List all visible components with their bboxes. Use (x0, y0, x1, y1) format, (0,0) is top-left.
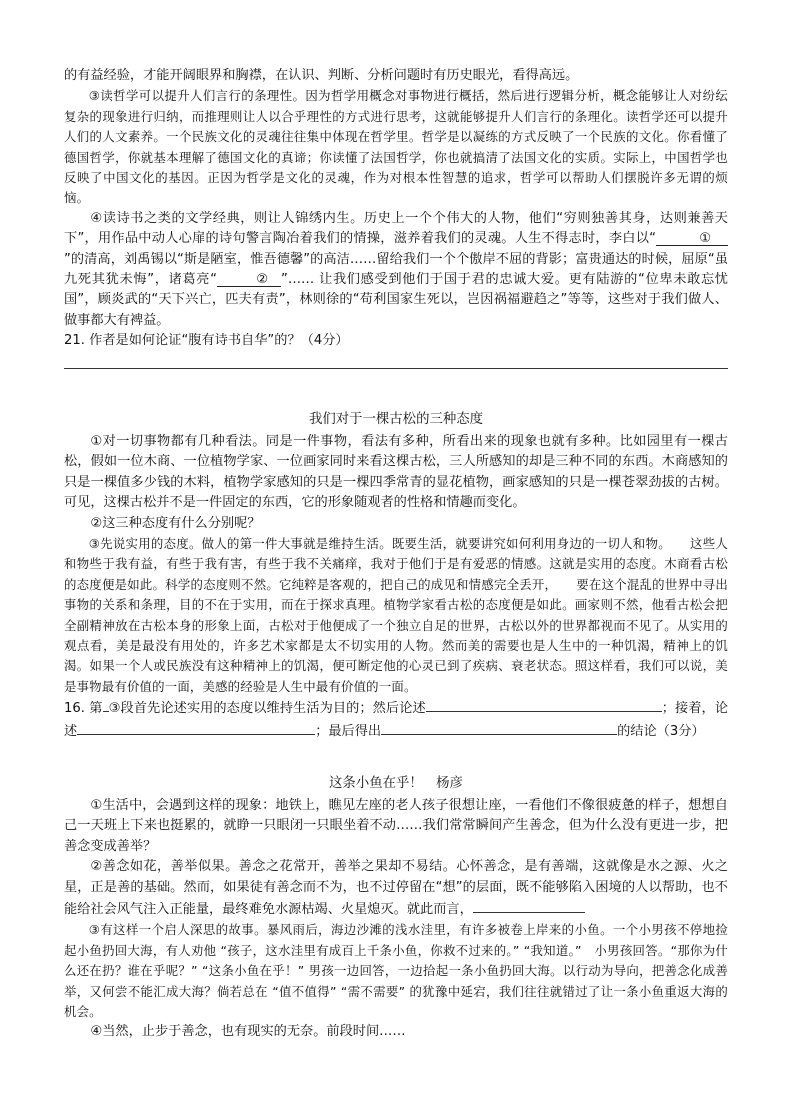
paragraph-4-part-c: ”…… 让我们感受到他们于国于君的忠诚大爱。更有陆游的“位卑未敢忘忧国”，顾炎武的“天下兴亡，匹夫有责”，林则徐的“苟利国家生死以，岂因祸福避趋之”等等，这些对于我们做人、做事都大有裨益。 (64, 272, 728, 328)
question-16-part-e: 的结论（3分） (617, 723, 705, 739)
question-16-part-d: ；最后得出 (315, 723, 382, 739)
paragraph-1: ①生活中，会遇到这样的现象：地铁上，瞧见左座的老人孩子很想让座，一看他们不像很疲惫的样子，想想自己一天班上下来也挺累的，就睁一只眼闭一只眼坐着不动……我们常常瞬间产生善念，但为什么没有更进一步，把善念变成善举？ (64, 798, 728, 854)
answer-blank-2[interactable] (77, 720, 315, 735)
question-16 (64, 697, 728, 742)
question-16-part-a: 16. 第 (64, 701, 103, 717)
question-21: 21. 作者是如何论证“腹有诗书自华”的？（4分） (64, 333, 349, 349)
paragraph-1: ①对一切事物都有几种看法。同是一件事物，看法有多种，所看出来的现象也就有多种。比如园里有一棵古松，假如一位木商、一位植物学家、一位画家同时来看这棵古松，三人所感知的却是三种不同的东西。木商感知的只是一棵值多少钱的木料，植物学家感知的只是一棵四季常青的显花植物，画家感知的只是一棵苍翠劲拔的古树。可见，这棵古松并不是一件固定的东西，它的形象随观者的性格和情趣而变化。 (64, 434, 728, 511)
paragraph-4-part-b: ”的清高，刘禹锡以“斯是陋室，惟吾德馨”的高洁……留给我们一个个傲岸不屈的背影；富贵通达的时候，屈原“虽九死其犹未悔”，诸葛亮“ (64, 251, 728, 288)
reading-passage-philosophy (64, 66, 728, 352)
paragraph-3: ③先说实用的态度。做人的第一件大事就是维持生活。既要生活，就要讲究如何利用身边的一切人和物。 这些人和物些于我有益，有些于我有害，有些于我不关痛痒，我对于他们于是有爱恶的情感。这就是实用的态度。木商看古松的态度便是如此。科学的态度则不然。它纯粹是客观的，把自己的成见和情感完全丢开， 要在这个混乱的世界中寻出事物的关系和条理，目的不在于实用，而在于探求真理。植物学家看古松的态度便是如此。画家则不然，他看古松会把全副精神放在古松本身的形象上面，古松对于他便成了一个独立自足的世界，古松以外的世界都视而不见了。从实用的观点看，美是最没有用处的，许多艺术家都是太不切实用的人物。然而美的需要也是人生中的一种饥渴，精神上的饥渴。如果一个人或民族没有这种精神上的饥渴，便可断定他的心灵已到了疾病、衰老状态。照这样看，我们可以说，美是事物最有价值的一面，美感的经验是人生中最有价值的一面。 (64, 536, 728, 694)
paragraph-2 (64, 857, 728, 920)
question-16-part-b: ③段首先论述实用的态度以维持生活为目的；然后论述 (108, 701, 426, 717)
fill-blank-1[interactable]: ① (656, 229, 728, 246)
paragraph-2: ②这三种态度有什么分别呢？ (90, 515, 261, 531)
paragraph-4 (64, 209, 728, 331)
passage-title: 我们对于一棵古松的三种态度 (308, 412, 484, 427)
fill-blank-2[interactable]: ② (217, 270, 281, 287)
answer-blank-1[interactable] (426, 697, 662, 712)
reading-passage-pine (64, 410, 728, 742)
answer-blank-fish[interactable] (473, 898, 585, 913)
answer-line-21[interactable] (64, 368, 728, 369)
paragraph-3: ③读哲学可以提升人们言行的条理性。因为哲学用概念对事物进行概括，然后进行逻辑分析，概念能够让人对纷纭复杂的现象进行归纳，而推理则让人以合乎理性的方式进行思考，这就能够提升人们言行的条理化。读哲学还可以提升人们的人文素养。一个民族文化的灵魂往往集中体现在哲学里。哲学是以凝练的方式反映了一个民族的文化。你看懂了德国哲学，你就基本理解了德国文化的真谛；你读懂了法国哲学，你也就搞清了法国文化的实质。实际上，中国哲学也反映了中国文化的基因。正因为哲学是文化的灵魂，作为对根本性智慧的追求，哲学可以帮助人们摆脱许多无谓的烦恼。 (64, 88, 728, 206)
paragraph-2-text: ②善念如花，善举似果。善念之花常开，善举之果却不易结。心怀善念，是有善端，这就像是水之源、火之星，正是善的基础。然而，如果徒有善念而不为，也不过停留在“想”的层面，既不能够陷入困境的人以帮助，也不能给社会风气注入正能量，最终难免水源枯竭、火星熄灭。就此而言， (64, 859, 728, 918)
paragraph-4-part-a: ④读诗书之类的文学经典，则让人锦绣内生。历史上一个个伟大的人物，他们“穷则独善其身，达则兼善天下”，用作品中动人心扉的诗句警言陶冶着我们的情操，滋养着我们的灵魂。人生不得志时，李白以“ (64, 210, 728, 247)
reading-passage-fish (64, 774, 728, 1043)
question-16-part-c: ；接着，论述 (64, 701, 729, 739)
answer-blank-3[interactable] (381, 720, 617, 735)
paragraph-3: ③有这样一个启人深思的故事。暴风雨后，海边沙滩的浅水洼里，有许多被卷上岸来的小鱼。一个小男孩不停地捡起小鱼扔回大海，有人劝他 “孩子，这水洼里有成百上千条小鱼，你救不过来的。” “我知道。” 小男孩回答。“那你为什么还在扔？谁在乎呢？” “这条小鱼在乎！” 男孩一边回答，一边拾起一条小鱼扔回大海。以行动为导向，把善念化成善举，又何尝不能汇成大海？倘若总在 “值不值得” “需不需要” 的犹豫中延宕，我们往往就错过了让一条小鱼重返大海的机会。 (64, 922, 728, 1020)
paragraph-continuation: 的有益经验，才能开阔眼界和胸襟，在认识、判断、分析问题时有历史眼光，看得高远。 (64, 68, 579, 83)
paragraph-4: ④当然，止步于善念，也有现实的无奈。前段时间…… (90, 1024, 406, 1040)
passage-title: 这条小鱼在乎！ 杨彦 (329, 776, 463, 791)
